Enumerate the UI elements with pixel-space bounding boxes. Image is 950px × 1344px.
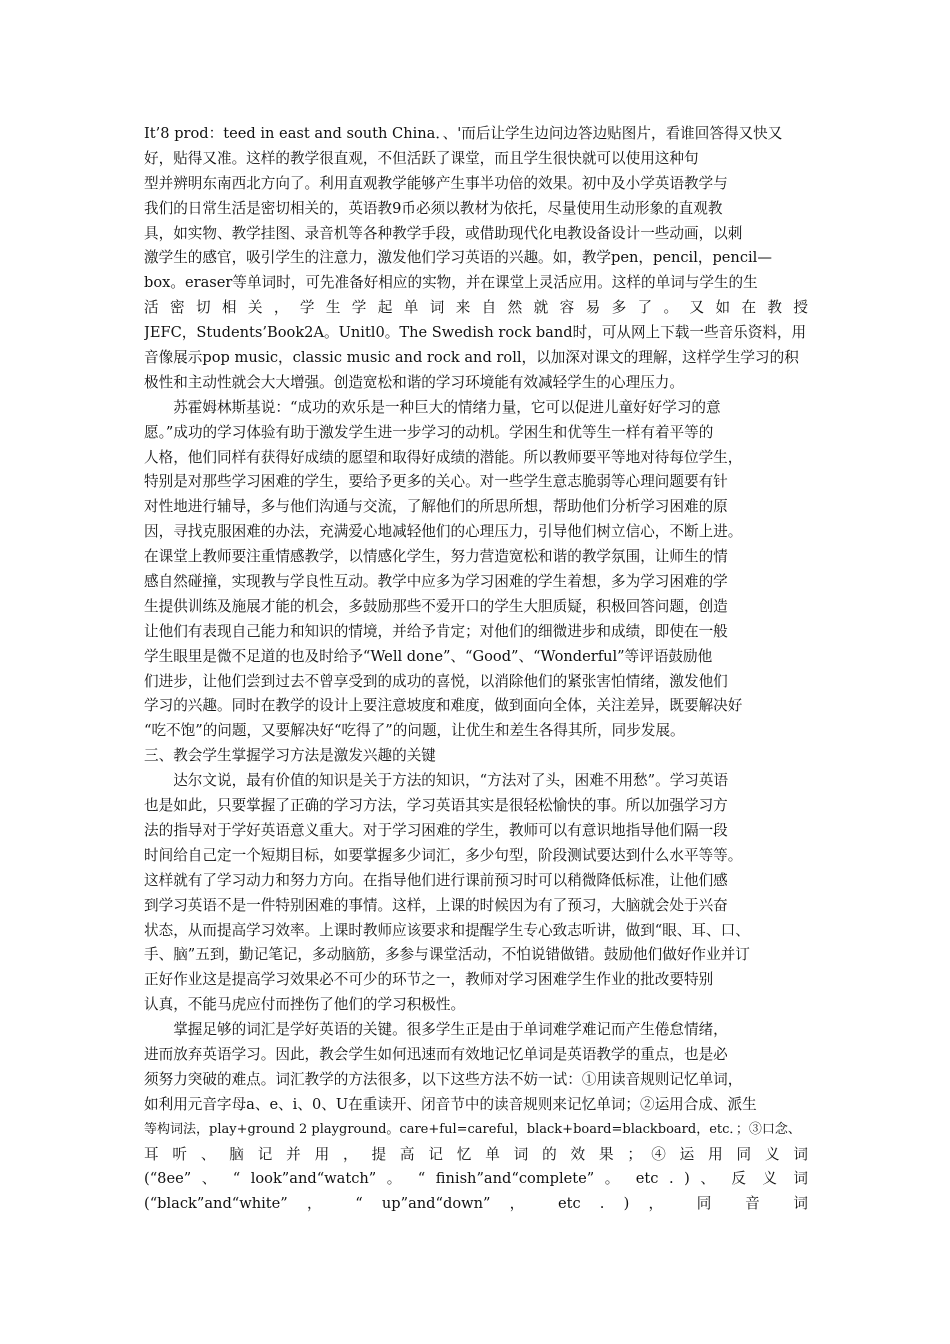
text-line: 特别是对那些学习困难的学生，要给予更多的关心。对一些学生意志脆弱等心理问题要有针 (144, 473, 728, 491)
text-line: box。eraser等单词时，可先准备好相应的实物，并在课堂上灵活应用。这样的单词与学生的生 (144, 274, 758, 292)
text-line: 好，贴得又准。这样的教学很直观，不但活跃了课堂，而且学生很快就可以使用这种句 (144, 149, 699, 167)
text-line: 生提供训练及施展才能的机会，多鼓励那些不爱开口的学生大胆质疑，积极回答问题，创造 (144, 597, 728, 615)
text-line: 正好作业这是提高学习效果必不可少的环节之一，教师对学习困难学生作业的批改要特别 (144, 971, 714, 989)
text-line: 也是如此，只要掌握了正确的学习方法，学习英语其实是很轻松愉快的事。所以加强学习方 (144, 797, 728, 815)
text-line: 手、脑”五到，勤记笔记，多动脑筋，多参与课堂活动，不怕说错做错。鼓励他们做好作业并订 (144, 946, 750, 964)
text-line: 在课堂上教师要注重情感教学，以情感化学生，努力营造宽松和谐的教学氛围，让师生的情 (144, 548, 728, 566)
text-line: (“black”and“white” ， “ up”and“down” ， etc . ) ， 同 音 词 (144, 1195, 808, 1213)
text-line: 感自然碰撞，实现教与学良性互动。教学中应多为学习困难的学生着想，多为学习困难的学 (144, 573, 728, 591)
text-line: 这样就有了学习动力和努力方向。在指导他们进行课前预习时可以稍微降低标准，让他们感 (144, 871, 728, 889)
text-line: 状态，从而提高学习效率。上课时教师应该要求和提醒学生专心致志听讲，做到“眼、耳、口、 (144, 921, 750, 939)
text-line: 时间给自己定一个短期目标，如要掌握多少词汇，多少句型，阶段测试要达到什么水平等等。 (144, 846, 743, 864)
document-page (144, 122, 808, 1217)
text-line: JEFC，Students’Book2A。Unitl0。The Swedish rock band时，可从网上下载一些音乐资料，用 (144, 324, 807, 342)
text-line: 让他们有表现自己能力和知识的情境，并给予肯定；对他们的细微进步和成绩，即使在一般 (144, 622, 728, 640)
text-line: 愿。”成功的学习体验有助于激发学生进一步学习的动机。学困生和优等生一样有着平等的 (144, 423, 714, 441)
section-heading: 三、教会学生掌握学习方法是激发兴趣的关键 (144, 747, 436, 765)
text-line: 掌握足够的词汇是学好英语的关键。很多学生正是由于单词难学难记而产生倦怠情绪， (144, 1021, 728, 1039)
text-line: It’8 prod：teed in east and south China．、'而后让学生边问边答边贴图片，看谁回答得又快又 (144, 125, 783, 142)
text-line: 具，如实物、教学挂图、录音机等各种教学手段，或借助现代化电教设备设计一些动画，以刺 (144, 224, 743, 242)
text-line: 极性和主动性就会大大增强。创造宽松和谐的学习环境能有效减轻学生的心理压力。 (144, 373, 684, 391)
text-line: 达尔文说，最有价值的知识是关于方法的知识，“方法对了头，困难不用愁”。学习英语 (144, 772, 729, 790)
text-line: 对性地进行辅导，多与他们沟通与交流，了解他们的所思所想，帮助他们分析学习困难的原 (144, 498, 728, 516)
text-line: “吃不饱”的问题，又要解决好“吃得了”的问题，让优生和差生各得其所，同步发展。 (144, 722, 685, 740)
text-line: 音像展示pop music，classic music and rock and roll，以加深对课文的理解，这样学生学习的积 (144, 349, 799, 367)
text-line: 如利用元音字母a、e、i、0、U在重读开、闭音节中的读音规则来记忆单词；②运用合成、派生 (144, 1095, 757, 1113)
text-line: 苏霍姆林斯基说：“成功的欢乐是一种巨大的情绪力量，它可以促进儿童好好学习的意 (144, 398, 721, 416)
text-line: 认真，不能马虎应付而挫伤了他们的学习积极性。 (144, 996, 466, 1014)
text-line: 学生眼里是微不足道的也及时给予“Well done”、“Good”、“Wonderful”等评语鼓励他 (144, 647, 713, 665)
text-line: 法的指导对于学好英语意义重大。对于学习困难的学生，教师可以有意识地指导他们隔一段 (144, 821, 728, 839)
text-line: 须努力突破的难点。词汇教学的方法很多，以下这些方法不妨一试：①用读音规则记忆单词， (144, 1070, 743, 1088)
text-line: 人格，他们同样有获得好成绩的愿望和取得好成绩的潜能。所以教师要平等地对待每位学生， (144, 448, 743, 466)
text-line: (“8ee” 、 “ look”and“watch” 。 “ finish”and“complete” 。 etc . ) 、 反 义 词 (144, 1170, 808, 1188)
text-line: 们进步，让他们尝到过去不曾享受到的成功的喜悦，以消除他们的紧张害怕情绪，激发他们 (144, 672, 728, 690)
text-line: 因，寻找克服困难的办法，充满爱心地减轻他们的心理压力，引导他们树立信心，不断上进。 (144, 523, 743, 541)
text-line: 等构词法，play+ground 2 playground。care+ful=careful，black+board=blackboard，etc．；③口念、 (144, 1121, 801, 1137)
text-line: 学习的兴趣。同时在教学的设计上要注意坡度和难度，做到面向全体，关注差异，既要解决好 (144, 697, 743, 715)
text-line: 耳 听 、 脑 记 并 用 ， 提 高 记 忆 单 词 的 效 果 ； ④ 运 用 同 义 词 (144, 1145, 808, 1163)
text-line: 到学习英语不是一件特别困难的事情。这样，上课的时候因为有了预习，大脑就会处于兴奋 (144, 896, 728, 914)
text-line: 型并辨明东南西北方向了。利用直观教学能够产生事半功倍的效果。初中及小学英语教学与 (144, 174, 728, 192)
text-line: 进而放弃英语学习。因此，教会学生如何迅速而有效地记忆单词是英语教学的重点，也是必 (144, 1045, 728, 1063)
text-line: 我们的日常生活是密切相关的，英语教9币必须以教材为依托，尽量使用生动形象的直观教 (144, 199, 723, 217)
text-line: 活 密 切 相 关 ， 学 生 学 起 单 词 来 自 然 就 容 易 多 了 。 又 如 在 教 授 (144, 299, 808, 317)
text-line: 激学生的感官，吸引学生的注意力，激发他们学习英语的兴趣。如，教学pen，pencil，pencil— (144, 249, 772, 267)
